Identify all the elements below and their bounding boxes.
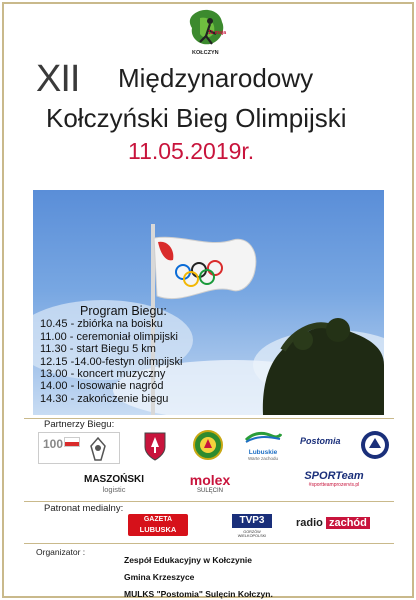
sporteam-sub: #sportteamprozervis.pl — [308, 482, 360, 488]
divider — [24, 543, 394, 544]
edition-numeral: XII — [36, 58, 80, 100]
logo-text-bottom: KOŁCZYN — [192, 50, 219, 56]
program-item: 12.15 -14.00-festyn olimpijski — [40, 355, 183, 368]
event-date: 11.05.2019r. — [128, 138, 255, 164]
emblem-icon — [83, 436, 113, 462]
lubuskie-sub: Warte zachodu — [247, 456, 279, 461]
lubuskie-logo — [244, 430, 282, 462]
organizer-line: Zespół Edukacyjny w Kołczynie — [124, 555, 253, 565]
maszonski-sub: logistic — [102, 485, 126, 494]
organizer-line: MULKS "Postomia" Sulęcin Kołczyn. — [124, 589, 273, 599]
logo-text-top: 11 maja — [208, 30, 227, 36]
lubuskie-text: Lubuskie — [248, 449, 278, 456]
organizer-line: Gmina Krzeszyce — [124, 572, 195, 582]
title-line-2: Kołczyński Bieg Olimpijski — [46, 103, 347, 133]
tvp-text: TVP3 — [232, 514, 272, 528]
event-logo — [186, 8, 230, 58]
gmina-crest-icon — [143, 431, 167, 461]
program-list — [40, 305, 182, 405]
program-item: 11.30 - start Biegu 5 km — [40, 343, 156, 356]
sporteam-logo — [296, 470, 372, 488]
partners-label: Partnerzy Biegu: — [44, 419, 115, 430]
molex-sub: SULĘCIN — [196, 488, 223, 494]
gazeta-top: GAZETA — [143, 516, 173, 523]
radio-text: radio — [296, 517, 323, 529]
gazeta-bottom: LUBUSKA — [139, 525, 177, 534]
wave-icon — [244, 430, 282, 444]
program-item: 10.45 - zbiórka na boisku — [40, 318, 163, 331]
title-line-1: Międzynarodowy — [118, 63, 314, 93]
sporteam-text: SPORTeam — [304, 470, 364, 482]
program-item: 14.30 - zakończenie biegu — [40, 392, 169, 405]
round-badge-icon — [360, 430, 390, 460]
organizer-list — [124, 552, 273, 600]
club-crest-icon — [193, 430, 223, 460]
media-label: Patronat medialny: — [44, 503, 124, 514]
gazeta-lubuska-logo — [128, 514, 188, 536]
program-item: 11.00 - ceremoniał olimpijski — [40, 330, 178, 343]
program-item: 13.00 - koncert muzyczny — [40, 368, 166, 381]
postomia-logo: Postomia — [300, 436, 341, 446]
organizer-label: Organizator : — [36, 547, 86, 557]
radio-zachod-logo — [296, 517, 370, 529]
molex-logo — [180, 472, 240, 494]
radio-name: zachód — [326, 517, 370, 529]
maszonski-logo — [78, 474, 150, 494]
program-item: 14.00 - losowanie nagród — [40, 380, 164, 393]
program-heading: Program Biegu: — [80, 304, 167, 318]
molex-text: molex — [189, 472, 231, 488]
maszonski-text: MASZOŃSKI — [84, 474, 144, 485]
school-100-logo: 100 — [38, 432, 120, 464]
tvp-sub: GORZÓW WIELKOPOLSKI — [237, 530, 267, 538]
tvp3-logo — [232, 514, 272, 538]
divider — [24, 501, 394, 502]
